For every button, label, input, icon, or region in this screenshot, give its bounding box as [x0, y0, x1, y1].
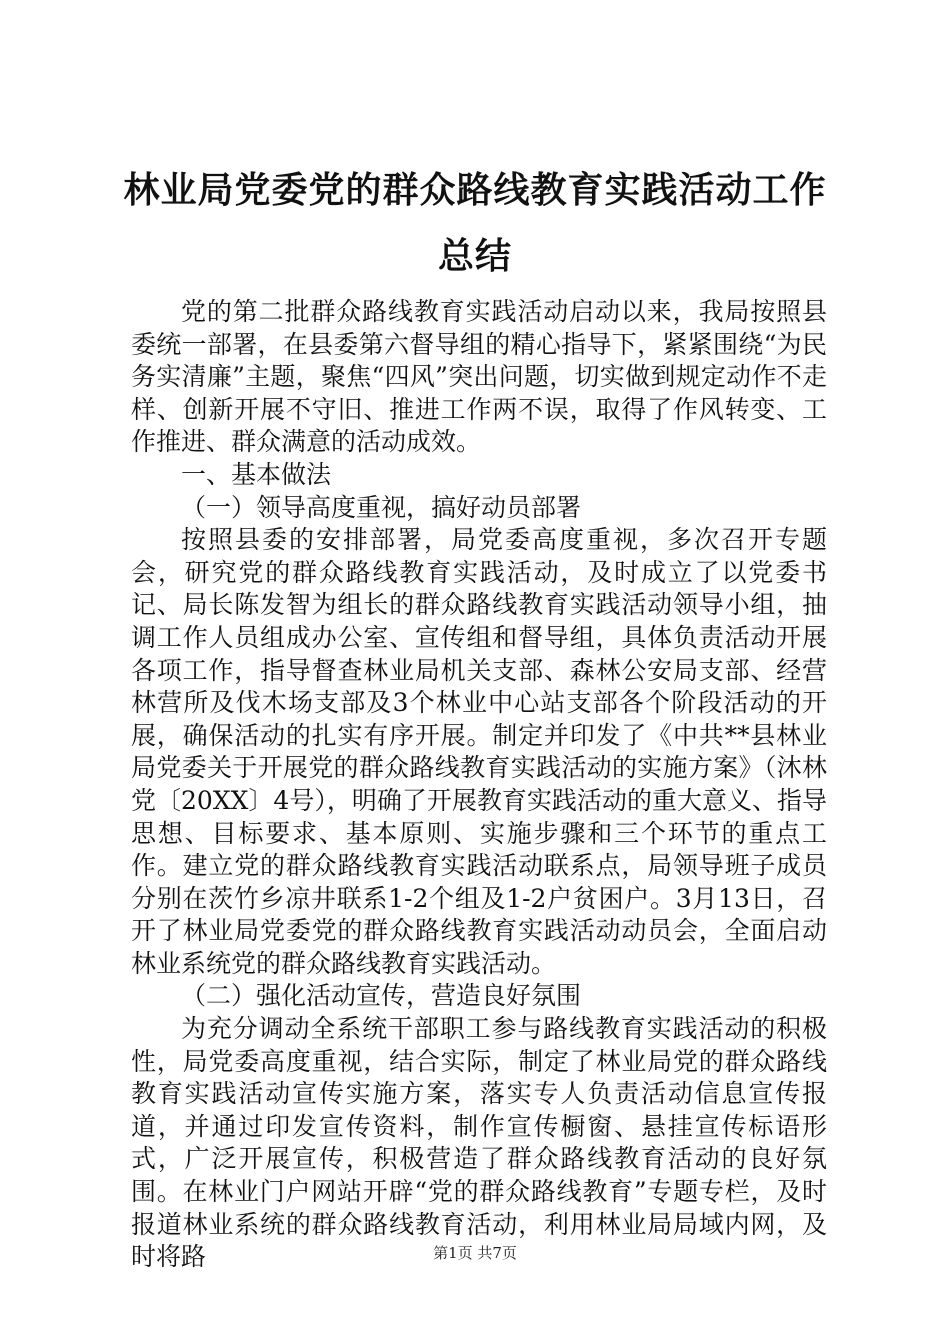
paragraph-intro: 党的第二批群众路线教育实践活动启动以来，我局按照县委统一部署，在县委第六督导组的精心指导下，紧紧围绕“为民务实清廉”主题，聚焦“四风”突出问题，切实做到规定动作不走样、创新开展不守旧、推进工作两不误，取得了作风转变、工作推进、群众满意的活动成效。	[131, 297, 827, 457]
subsection-heading-leadership: （一）领导高度重视，搞好动员部署	[181, 492, 582, 522]
page-number-footer: 第1页 共7页	[433, 1244, 517, 1262]
subsection-heading-publicity: （二）强化活动宣传，营造良好氛围	[181, 981, 582, 1011]
section-heading-basic-practices: 一、基本做法	[181, 459, 332, 489]
paragraph-publicity: 为充分调动全系统干部职工参与路线教育实践活动的积极性，局党委高度重视，结合实际，制定了林业局党的群众路线教育实践活动宣传实施方案，落实专人负责活动信息宣传报道，并通过印发宣传资料，制作宣传橱窗、悬挂宣传标语形式，广泛开展宣传，积极营造了群众路线教育活动的良好氛围。在林业门户网站开辟“党的群众路线教育”专题专栏，及时报道林业系统的群众路线教育活动，利用林业局局域内网，及时将路	[131, 1014, 827, 1272]
document-body	[131, 296, 827, 1274]
paragraph-leadership: 按照县委的安排部署，局党委高度重视，多次召开专题会，研究党的群众路线教育实践活动，及时成立了以党委书记、局长陈发智为组长的群众路线教育实践活动领导小组，抽调工作人员组成办公室、宣传组和督导组，具体负责活动开展各项工作，指导督查林业局机关支部、森林公安局支部、经营林营所及伐木场支部及3个林业中心站支部各个阶段活动的开展，确保活动的扎实有序开展。制定并印发了《中共**县林业局党委关于开展党的群众路线教育实践活动的实施方案》（沐林党〔20XX〕4号），明确了开展教育实践活动的重大意义、指导思想、目标要求、基本原则、实施步骤和三个环节的重点工作。建立党的群众路线教育实践活动联系点，局领导班子成员分别在茨竹乡凉井联系1-2个组及1-2户贫困户。3月13日，召开了林业局党委党的群众路线教育实践活动动员会，全面启动林业系统党的群众路线教育实践活动。	[131, 525, 827, 978]
document-title: 林业局党委党的群众路线教育实践活动工作总结	[123, 170, 827, 277]
